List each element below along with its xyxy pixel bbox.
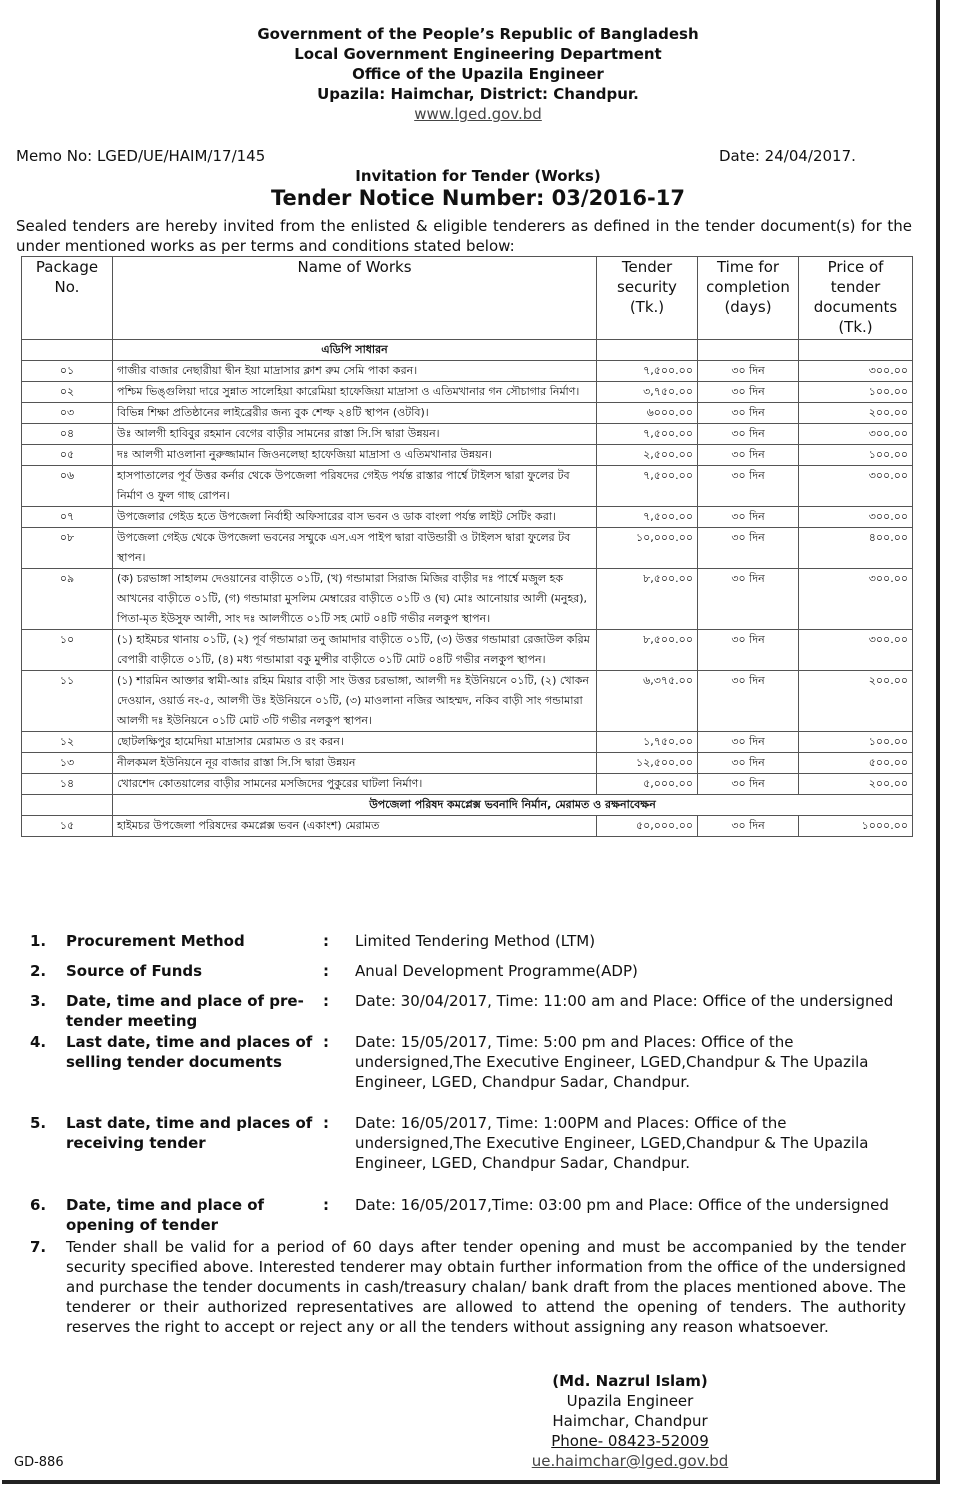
- item-value: Date: 16/05/2017,Time: 03:00 pm and Place: Office of the undersigned: [355, 1196, 889, 1214]
- item-7-text: Tender shall be valid for a period of 60 days after tender opening and must be accompanied by the tender security specified above. Interested tenderer may obtain further information from the office of the undersigned and purchase the tender documents in cash/treasury chalan/ bank draft from the places mentioned above. The tenderer or their authorized representatives are allowed to attend the opening of tenders. The authority reserves the right to accept or reject any or all the tenders without assigning any reason whatsoever.: [66, 1238, 906, 1336]
- document-price: ৫০০.০০: [799, 753, 913, 774]
- document-price: ৩০০.০০: [799, 630, 913, 671]
- table-row: [22, 361, 913, 382]
- work-name: নীলকমল ইউনিয়নে নূর বাজার রাস্তা সি.সি দ্বারা উন্নয়ন: [113, 753, 597, 774]
- header-department: Local Government Engineering Department: [294, 45, 662, 63]
- work-name: (১) হাইমচর থানায় ০১টি, (২) পূর্ব গন্ডামারা তনু জামাদার বাড়ীতে ০১টি, (৩) উত্তর গন্ডামারা রেজাউল করিম বেপারী বাড়ীতে ০১টি, (৪) মধ্য গন্ডামারা বকু মুন্সীর বাড়ীতে ০১টি মোট ০৪টি গভীর নলকুপ স্থাপন।: [113, 630, 597, 671]
- work-name: উঃ আলগী হাবিবুর রহমান বেগের বাড়ীর সামনের রাস্তা সি.সি দ্বারা উন্নয়ন।: [113, 424, 597, 445]
- table-row: [22, 630, 913, 671]
- item-number: 2.: [30, 962, 47, 980]
- completion-time: ৩০ দিন: [698, 445, 799, 466]
- document-price: ৩০০.০০: [799, 424, 913, 445]
- work-name: হাসপাতালের পূর্ব উত্তর কর্নার থেকে উপজেলা পরিষদের গেইড পর্যন্ত রাস্তার পার্শ্বে টাইলস দ্বারা ফুলের টব নির্মাণ ও ফুল গাছ রোপন।: [113, 466, 597, 507]
- item-number: 6.: [30, 1196, 47, 1214]
- item-colon: :: [323, 992, 329, 1010]
- table-row: [22, 466, 913, 507]
- memo-number: Memo No: LGED/UE/HAIM/17/145: [16, 147, 266, 165]
- item-value: Date: 15/05/2017, Time: 5:00 pm and Places: Office of the undersigned,The Executive Engineer, LGED,Chandpur & The Upazila Engineer, LGED, Chandpur Sadar, Chandpur.: [355, 1033, 869, 1091]
- item-label: Date, time and place of opening of tender: [66, 1196, 265, 1234]
- work-name: দঃ আলগী মাওলানা নুরুজ্জামান জিওনলেছা হাফেজিয়া মাদ্রাসা ও এতিমখানার উন্নয়ন।: [113, 445, 597, 466]
- tender-security: ৮,৫০০.০০: [597, 569, 698, 630]
- document-price: ১০০০.০০: [799, 816, 913, 837]
- work-name: বিভিন্ন শিক্ষা প্রতিষ্ঠানের লাইব্রেরীর জন্য বুক শেল্ফ ২৪টি স্থাপন (ওটবি)।: [113, 403, 597, 424]
- completion-time: ৩০ দিন: [698, 671, 799, 732]
- work-name: ছোটলক্ষিপুর হামেদিয়া মাদ্রাসার মেরামত ও রং করন।: [113, 732, 597, 753]
- tender-security: ৬,৩৭৫.০০: [597, 671, 698, 732]
- item-value: Limited Tendering Method (LTM): [355, 932, 596, 950]
- tender-security: ১০,০০০.০০: [597, 528, 698, 569]
- work-name: উপজেলা গেইড থেকে উপজেলা ভবনের সম্মুকে এস.এস পাইপ দ্বারা বাউন্ডারী ও টাইলস দ্বারা ফুলের টব স্থাপন।: [113, 528, 597, 569]
- completion-time: ৩০ দিন: [698, 466, 799, 507]
- work-name: উপজেলার গেইড হতে উপজেলা নির্বাহী অফিসারের বাস ভবন ও ডাক বাংলা পর্যন্ত লাইট সেটিং করা।: [113, 507, 597, 528]
- table-row: [22, 569, 913, 630]
- item-colon: :: [323, 1196, 329, 1214]
- tender-security: ৭,৫০০.০০: [597, 361, 698, 382]
- item-value: Date: 30/04/2017, Time: 11:00 am and Place: Office of the undersigned: [355, 992, 894, 1010]
- item-colon: :: [323, 1033, 329, 1051]
- tender-security: ৭,৫০০.০০: [597, 507, 698, 528]
- signatory-title: Upazila Engineer: [566, 1392, 694, 1410]
- package-no: ০১: [22, 361, 113, 382]
- package-no: ০৬: [22, 466, 113, 507]
- invitation-title: Invitation for Tender (Works): [355, 167, 601, 185]
- completion-time: ৩০ দিন: [698, 528, 799, 569]
- tender-security: ৫০,০০০.০০: [597, 816, 698, 837]
- section-title-adp: এডিপি সাধারন: [113, 340, 597, 361]
- document-price: ৩০০.০০: [799, 569, 913, 630]
- document-price: ২০০.০০: [799, 671, 913, 732]
- completion-time: ৩০ দিন: [698, 361, 799, 382]
- intro-paragraph: Sealed tenders are hereby invited from the enlisted & eligible tenderers as defined in the tender document(s) for the under mentioned works as per terms and conditions stated below:: [16, 217, 912, 255]
- completion-time: ৩০ দিন: [698, 403, 799, 424]
- work-name: (ক) চরভাঙ্গা সাহালম দেওয়ানের বাড়ীতে ০১টি, (খ) গন্ডামারা সিরাজ মিজির বাড়ীর দঃ পার্শ্বে মজুল হক আখনের বাড়ীতে ০১টি, (গ) গন্ডামারা মুসলিম মেম্বারের বাড়ীতে ০১টি ও (ঘ) মোঃ আনোয়ার আলী (মনুহর), পিতা-মৃত ইউসুফ আলী, সাং দঃ আলগীতে ০১টি সহ মোট ০৪টি গভীর নলকুপ স্থাপন।: [113, 569, 597, 630]
- website-link[interactable]: www.lged.gov.bd: [414, 105, 542, 123]
- package-no: ১২: [22, 732, 113, 753]
- document-price: ২০০.০০: [799, 774, 913, 795]
- header-office: Office of the Upazila Engineer: [352, 65, 604, 83]
- tender-notice-number: Tender Notice Number: 03/2016-17: [271, 186, 685, 210]
- works-table: [21, 256, 913, 837]
- work-name: হাইমচর উপজেলা পরিষদের কমপ্লেক্স ভবন (একাংশ) মেরামত: [113, 816, 597, 837]
- work-name: পশ্চিম ভিঙ্গুলিয়া দারে সুন্নাত সালেহিয়া কারেমিয়া হাফেজিয়া মাদ্রাসা ও এতিমখানার গন সৌচাগার নির্মাণ।: [113, 382, 597, 403]
- item-value: Date: 16/05/2017, Time: 1:00PM and Places: Office of the undersigned,The Executive Engineer, LGED,Chandpur & The Upazila Engineer, LGED, Chandpur Sadar, Chandpur.: [355, 1114, 869, 1172]
- tender-security: ৬০০০.০০: [597, 403, 698, 424]
- signatory-email-link[interactable]: ue.haimchar@lged.gov.bd: [531, 1452, 729, 1470]
- col-header-package: Package No.: [22, 257, 113, 340]
- table-row: [22, 774, 913, 795]
- package-no: ০৫: [22, 445, 113, 466]
- package-no: ০২: [22, 382, 113, 403]
- signatory-place: Haimchar, Chandpur: [552, 1412, 708, 1430]
- table-row: [22, 732, 913, 753]
- completion-time: ৩০ দিন: [698, 507, 799, 528]
- package-no: ১৪: [22, 774, 113, 795]
- item-7-number: 7.: [30, 1238, 47, 1256]
- section-spacer: [22, 340, 113, 361]
- tender-security: ৭,৫০০.০০: [597, 424, 698, 445]
- item-label: Date, time and place of pre-tender meeting: [66, 992, 304, 1030]
- completion-time: ৩০ দিন: [698, 424, 799, 445]
- package-no: ০৩: [22, 403, 113, 424]
- table-row: [22, 445, 913, 466]
- tender-security: ৩,৭৫০.০০: [597, 382, 698, 403]
- item-number: 4.: [30, 1033, 47, 1051]
- col-header-works: Name of Works: [113, 257, 597, 340]
- col-header-security: Tender security (Tk.): [597, 257, 698, 340]
- table-row: [22, 816, 913, 837]
- col-header-price: Price of tender documents (Tk.): [799, 257, 913, 340]
- header-government: Government of the People’s Republic of Bangladesh: [257, 25, 699, 43]
- package-no: ১৩: [22, 753, 113, 774]
- document-price: ৩০০.০০: [799, 507, 913, 528]
- package-no: ১১: [22, 671, 113, 732]
- completion-time: ৩০ দিন: [698, 732, 799, 753]
- table-row: [22, 507, 913, 528]
- header-location: Upazila: Haimchar, District: Chandpur.: [317, 85, 639, 103]
- item-colon: :: [323, 962, 329, 980]
- tender-security: ৮,৫০০.০০: [597, 630, 698, 671]
- tender-security: ১২,৫০০.০০: [597, 753, 698, 774]
- package-no: ০৮: [22, 528, 113, 569]
- document-price: ৩০০.০০: [799, 361, 913, 382]
- footer-code: GD-886: [14, 1455, 64, 1470]
- item-number: 3.: [30, 992, 47, 1010]
- document-price: ১০০.০০: [799, 732, 913, 753]
- document-price: ১০০.০০: [799, 445, 913, 466]
- item-number: 5.: [30, 1114, 47, 1132]
- tender-security: ৭,৫০০.০০: [597, 466, 698, 507]
- table-row: [22, 753, 913, 774]
- table-row: [22, 382, 913, 403]
- table-row: [22, 424, 913, 445]
- document-price: ৪০০.০০: [799, 528, 913, 569]
- notice-date: Date: 24/04/2017.: [719, 147, 856, 165]
- item-number: 1.: [30, 932, 47, 950]
- item-colon: :: [323, 932, 329, 950]
- item-label: Procurement Method: [66, 932, 245, 950]
- col-header-time: Time for completion (days): [698, 257, 799, 340]
- work-name: (১) শারমিন আক্তার স্বামী-আঃ রহিম মিয়ার বাড়ী সাং উত্তর চরভাঙ্গা, আলগী দঃ ইউনিয়নে ০১টি, (২) খোকন দেওয়ান, ওয়ার্ড নং-৫, আলগী উঃ ইউনিয়নে ০১টি, (৩) মাওলানা নজির আহম্মদ, নকিব বাড়ী সাং গন্ডামারা আলগী দঃ ইউনিয়নে ০১টি মোট ৩টি গভীর নলকুপ স্থাপন।: [113, 671, 597, 732]
- table-row: [22, 403, 913, 424]
- tender-security: ১,৭৫০.০০: [597, 732, 698, 753]
- completion-time: ৩০ দিন: [698, 753, 799, 774]
- section-title-complex: উপজেলা পরিষদ কমপ্লেক্স ভবনাদি নির্মান, মেরামত ও রক্ষনাবেক্ষন: [113, 795, 913, 816]
- work-name: খোরশেদ কোতয়ালের বাড়ীর সামনের মসজিদের পুকুরের ঘাটলা নির্মাণ।: [113, 774, 597, 795]
- item-label: Source of Funds: [66, 962, 203, 980]
- completion-time: ৩০ দিন: [698, 630, 799, 671]
- table-row: [22, 528, 913, 569]
- item-colon: :: [323, 1114, 329, 1132]
- completion-time: ৩০ দিন: [698, 569, 799, 630]
- tender-security: ৫,০০০.০০: [597, 774, 698, 795]
- tender-security: ২,৫০০.০০: [597, 445, 698, 466]
- completion-time: ৩০ দিন: [698, 382, 799, 403]
- completion-time: ৩০ দিন: [698, 774, 799, 795]
- document-price: ৩০০.০০: [799, 466, 913, 507]
- item-label: Last date, time and places of receiving tender: [66, 1114, 313, 1152]
- signatory-phone: Phone- 08423-52009: [551, 1432, 709, 1450]
- section-row: [22, 795, 913, 816]
- item-label: Last date, time and places of selling tender documents: [66, 1033, 313, 1071]
- signatory-name: (Md. Nazrul Islam): [552, 1372, 708, 1390]
- work-name: গাজীর বাজার নেছারীয়া দ্বীন ইয়া মাদ্রাসার ক্লাশ রুম সেমি পাকা করন।: [113, 361, 597, 382]
- package-no: ০৯: [22, 569, 113, 630]
- package-no: ০৭: [22, 507, 113, 528]
- package-no: ১৫: [22, 816, 113, 837]
- package-no: ১০: [22, 630, 113, 671]
- document-price: ২০০.০০: [799, 403, 913, 424]
- item-value: Anual Development Programme(ADP): [355, 962, 638, 980]
- document-price: ১০০.০০: [799, 382, 913, 403]
- table-row: [22, 671, 913, 732]
- package-no: ০৪: [22, 424, 113, 445]
- completion-time: ৩০ দিন: [698, 816, 799, 837]
